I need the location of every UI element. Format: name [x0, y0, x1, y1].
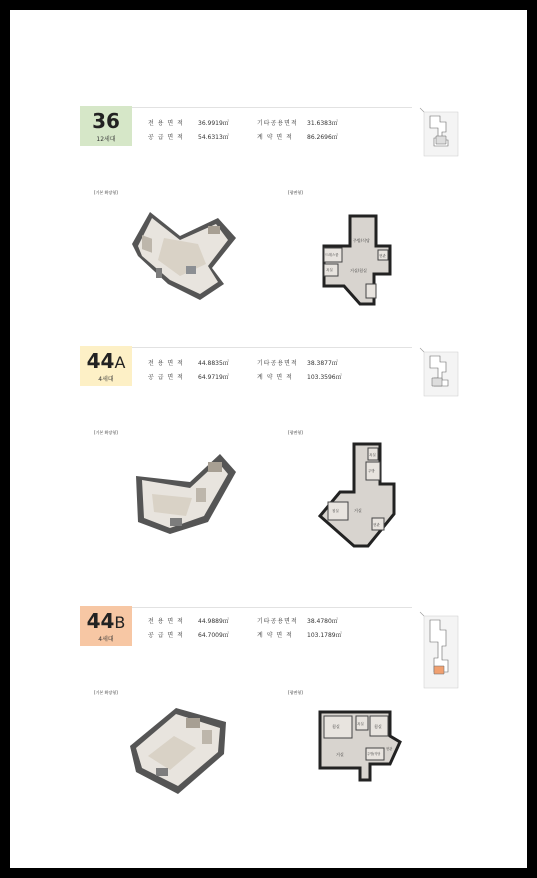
other-common-area-value: 38.3877㎡ — [307, 360, 338, 367]
supply-area-row — [148, 372, 229, 381]
floor-plan-36 — [310, 214, 410, 314]
isometric-caption: [기본 확장형] — [94, 190, 118, 195]
contract-area-value: 86.2696㎡ — [307, 134, 338, 141]
exclusive-area-label: 전 용 면 적 — [148, 618, 184, 625]
room-label: 현관 — [386, 747, 393, 751]
contract-area-value: 103.3596㎡ — [307, 374, 342, 381]
contract-area-row — [257, 372, 342, 381]
site-location-map — [414, 346, 460, 398]
household-count: 12세대 — [96, 136, 116, 143]
exclusive-area-value: 44.9889㎡ — [198, 618, 229, 625]
floor-plan-44a — [314, 440, 414, 550]
supply-area-row — [148, 132, 229, 141]
plan-caption: [평면형] — [288, 190, 303, 195]
room-label: 욕실 — [326, 268, 333, 272]
other-common-area-row — [257, 616, 338, 625]
exclusive-area-row — [148, 358, 229, 367]
contract-area-label: 계 약 면 적 — [257, 134, 293, 141]
contract-area-row — [257, 630, 342, 639]
supply-area-label: 공 급 면 적 — [148, 134, 184, 141]
room-label: 주방 — [368, 469, 375, 473]
isometric-view-36 — [128, 204, 238, 304]
header-divider — [132, 347, 412, 348]
room-label: 거실 — [336, 752, 344, 757]
isometric-caption: [기본 확장형] — [94, 690, 118, 695]
unit-section-44b — [10, 606, 527, 836]
unit-type-suffix: A — [114, 353, 126, 372]
room-label: 거실 — [354, 508, 362, 513]
exclusive-area-value: 36.9919㎡ — [198, 120, 229, 127]
other-common-area-label: 기타공용면적 — [257, 360, 298, 367]
room-label: 주방/식당 — [353, 238, 370, 243]
isometric-caption: [기본 확장형] — [94, 430, 118, 435]
supply-area-label: 공 급 면 적 — [148, 374, 184, 381]
unit-type-suffix: B — [114, 613, 126, 632]
room-label: 욕실 — [369, 453, 376, 457]
contract-area-value: 103.1789㎡ — [307, 632, 342, 639]
unit-type-number: 44 — [86, 349, 115, 373]
other-common-area-row — [257, 358, 338, 367]
site-location-map — [414, 610, 460, 690]
other-common-area-row — [257, 118, 338, 127]
plan-caption: [평면형] — [288, 690, 303, 695]
household-count: 4세대 — [98, 376, 114, 383]
brochure-page — [10, 10, 527, 868]
unit-type-number: 36 — [92, 109, 120, 133]
supply-area-row — [148, 630, 229, 639]
contract-area-label: 계 약 면 적 — [257, 374, 293, 381]
contract-area-row — [257, 132, 338, 141]
room-label: 거실/침실 — [350, 268, 367, 273]
isometric-view-44a — [130, 442, 240, 538]
unit-section-36 — [10, 106, 527, 336]
unit-type-badge — [80, 106, 132, 146]
contract-area-label: 계 약 면 적 — [257, 632, 293, 639]
room-label: 주방/식당 — [367, 752, 381, 756]
room-label: 침실 — [374, 724, 382, 729]
floor-plan-44b — [316, 708, 416, 784]
exclusive-area-label: 전 용 면 적 — [148, 120, 184, 127]
room-label: 현관 — [373, 523, 380, 527]
room-label: 현관 — [379, 254, 386, 258]
supply-area-value: 64.7009㎡ — [198, 632, 229, 639]
other-common-area-value: 38.4780㎡ — [307, 618, 338, 625]
header-divider — [132, 607, 412, 608]
isometric-view-44b — [126, 702, 232, 798]
header-divider — [132, 107, 412, 108]
exclusive-area-row — [148, 616, 229, 625]
exclusive-area-value: 44.8835㎡ — [198, 360, 229, 367]
supply-area-value: 64.9719㎡ — [198, 374, 229, 381]
room-label: 침실 — [332, 509, 339, 513]
room-label: 침실 — [332, 724, 340, 729]
plan-caption: [평면형] — [288, 430, 303, 435]
unit-section-44a — [10, 346, 527, 576]
other-common-area-value: 31.6383㎡ — [307, 120, 338, 127]
room-label: 욕실 — [357, 722, 364, 726]
supply-area-label: 공 급 면 적 — [148, 632, 184, 639]
room-label: 드레스룸 — [325, 253, 339, 257]
supply-area-value: 54.6313㎡ — [198, 134, 229, 141]
unit-type-badge — [80, 346, 132, 386]
unit-type-badge — [80, 606, 132, 646]
site-location-map — [414, 106, 460, 158]
household-count: 4세대 — [98, 636, 114, 643]
exclusive-area-row — [148, 118, 229, 127]
other-common-area-label: 기타공용면적 — [257, 618, 298, 625]
unit-type-number: 44 — [86, 609, 115, 633]
exclusive-area-label: 전 용 면 적 — [148, 360, 184, 367]
other-common-area-label: 기타공용면적 — [257, 120, 298, 127]
